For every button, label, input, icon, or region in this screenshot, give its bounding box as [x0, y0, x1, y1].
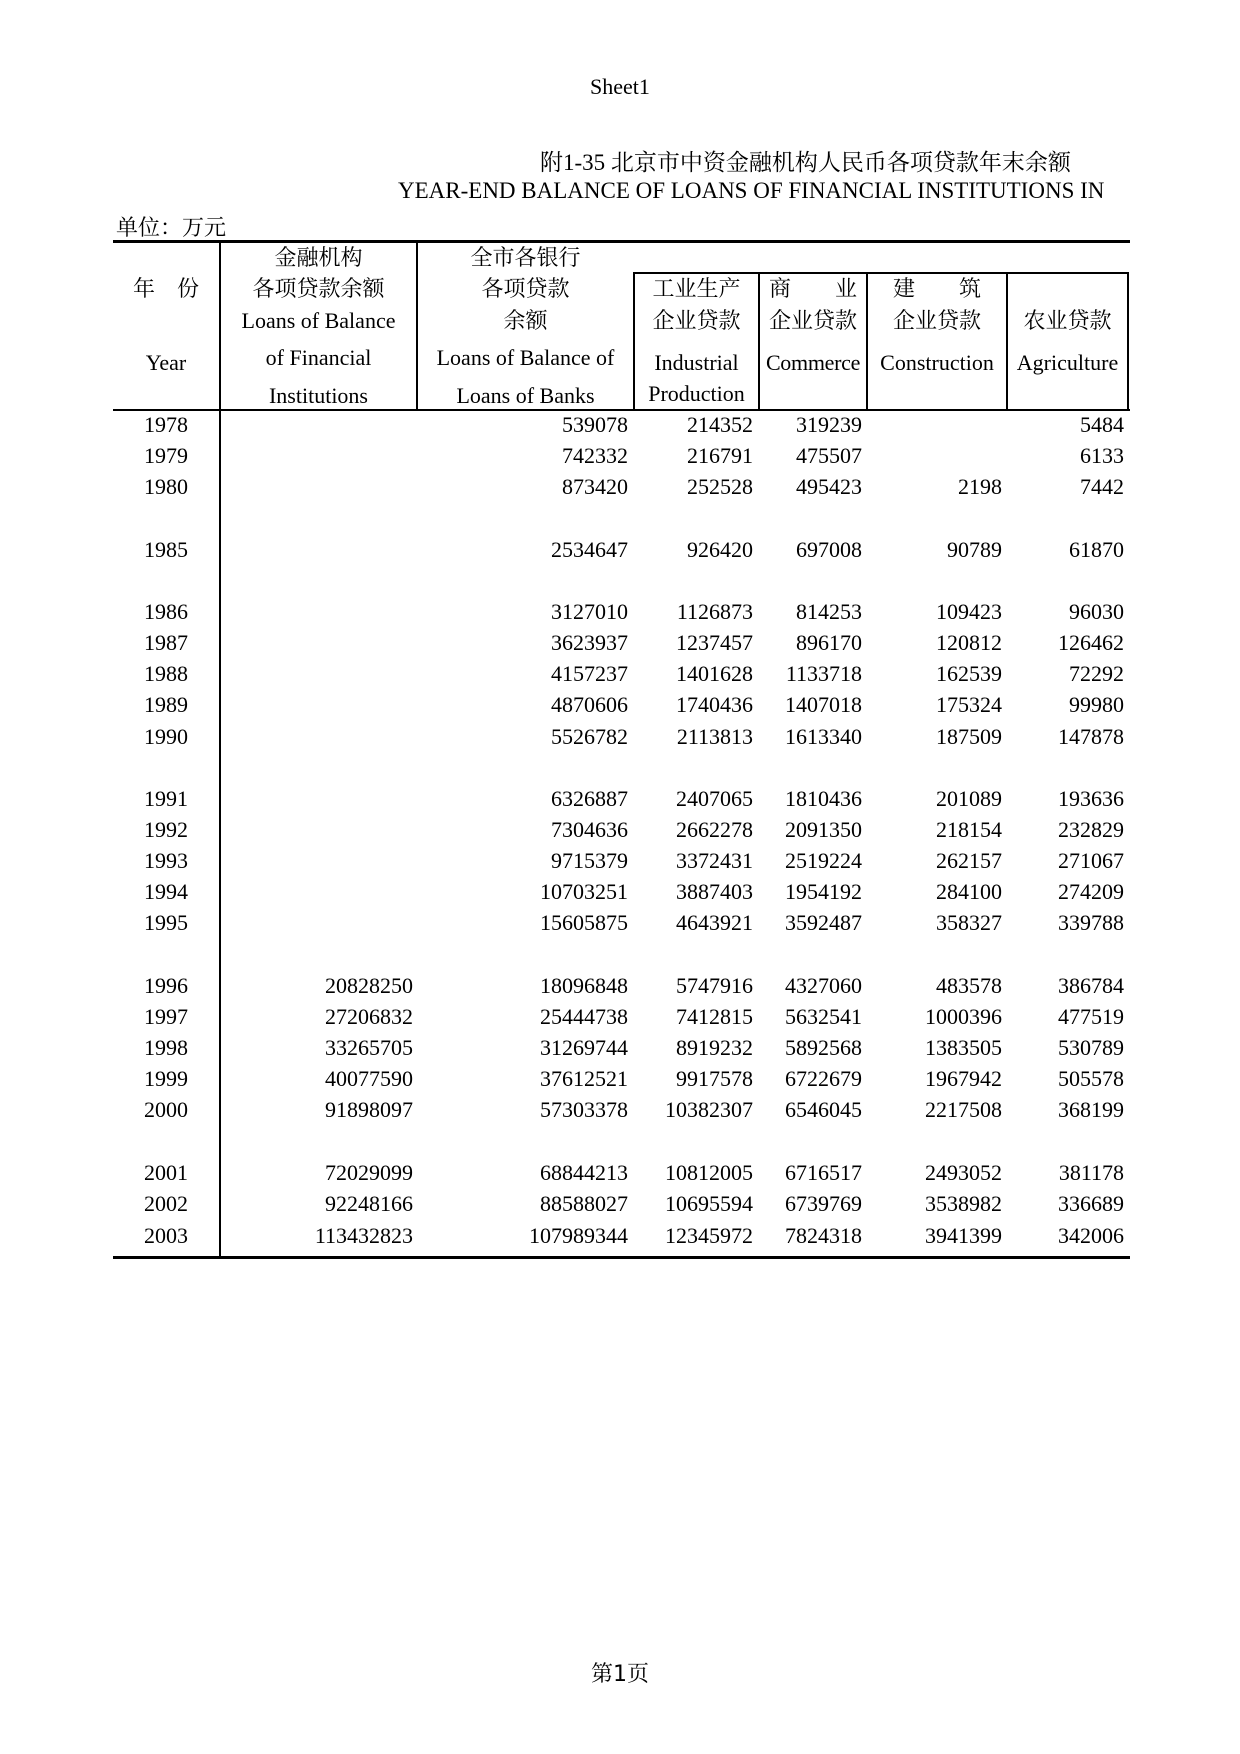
ind-cell: 5747916 — [676, 973, 753, 998]
bank-cell: 68844213 — [540, 1160, 628, 1185]
bank-cell: 37612521 — [540, 1066, 628, 1091]
bank-cell: 9715379 — [551, 848, 628, 873]
agr-cell: 530789 — [1058, 1035, 1124, 1060]
year-cell: 1980 — [144, 474, 188, 499]
com-cell: 6739769 — [785, 1191, 862, 1216]
bank-cell: 3127010 — [551, 599, 628, 624]
con-cell: 1000396 — [925, 1004, 1002, 1029]
con-cell: 187509 — [936, 724, 1002, 749]
year-cell: 1985 — [144, 537, 188, 562]
con-cell: 201089 — [936, 786, 1002, 811]
con-cell: 162539 — [936, 661, 1002, 686]
top-rule — [113, 240, 1130, 243]
year-cell: 1990 — [144, 724, 188, 749]
bank-cell: 18096848 — [540, 973, 628, 998]
ind-cell: 2113813 — [676, 724, 753, 749]
agr-cell: 271067 — [1058, 848, 1124, 873]
bank-cell: 107989344 — [529, 1223, 628, 1248]
header-bottom-rule — [113, 409, 1130, 411]
header-fin-en-1: Loans of Balance — [241, 308, 396, 333]
ind-cell: 10382307 — [665, 1097, 753, 1122]
year-cell: 1991 — [144, 786, 188, 811]
con-cell: 2198 — [958, 474, 1002, 499]
year-cell: 1999 — [144, 1066, 188, 1091]
header-ind-cn-1: 工业生产 — [652, 276, 741, 301]
com-cell: 7824318 — [785, 1223, 862, 1248]
ind-cell: 2407065 — [676, 786, 753, 811]
con-cell: 284100 — [936, 879, 1002, 904]
ind-cell: 3372431 — [676, 848, 753, 873]
page-number: 第1页 — [591, 1662, 649, 1687]
bank-cell: 88588027 — [540, 1191, 628, 1216]
bank-cell: 6326887 — [551, 786, 628, 811]
ind-cell: 9917578 — [676, 1066, 753, 1091]
com-cell: 6546045 — [785, 1097, 862, 1122]
bank-cell: 5526782 — [551, 724, 628, 749]
agr-cell: 477519 — [1058, 1004, 1124, 1029]
fin-cell: 91898097 — [325, 1097, 413, 1122]
agr-cell: 274209 — [1058, 879, 1124, 904]
bank-cell: 2534647 — [551, 537, 628, 562]
year-cell: 1992 — [144, 817, 188, 842]
ind-cell: 3887403 — [676, 879, 753, 904]
bank-cell: 3623937 — [551, 630, 628, 655]
com-cell: 896170 — [796, 630, 862, 655]
fin-cell: 92248166 — [325, 1191, 413, 1216]
subgroup-divider-4 — [1006, 272, 1008, 410]
ind-cell: 4643921 — [676, 910, 753, 935]
unit-label: 单位：万元 — [116, 215, 227, 240]
agr-cell: 61870 — [1069, 537, 1124, 562]
header-fin-cn-2: 各项贷款余额 — [252, 276, 385, 301]
agr-cell: 381178 — [1058, 1160, 1124, 1185]
agr-cell: 96030 — [1069, 599, 1124, 624]
ind-cell: 1237457 — [676, 630, 753, 655]
header-fin-en-2: of Financial — [265, 345, 372, 370]
bank-cell: 4870606 — [551, 692, 628, 717]
agr-cell: 336689 — [1058, 1191, 1124, 1216]
header-com-cn-1: 商 业 — [768, 276, 857, 301]
ind-cell: 10695594 — [665, 1191, 753, 1216]
fin-cell: 113432823 — [314, 1223, 413, 1248]
agr-cell: 368199 — [1058, 1097, 1124, 1122]
con-cell: 262157 — [936, 848, 1002, 873]
header-ind-en-1: Industrial — [654, 350, 739, 375]
header-com-cn-2: 企业贷款 — [768, 308, 857, 333]
year-cell: 1998 — [144, 1035, 188, 1060]
year-cell: 1993 — [144, 848, 188, 873]
con-cell: 120812 — [936, 630, 1002, 655]
year-cell: 2003 — [144, 1223, 188, 1248]
header-agr-en: Agriculture — [1016, 350, 1119, 375]
header-bank-cn-2: 各项贷款 — [481, 276, 570, 301]
year-cell: 2000 — [144, 1097, 188, 1122]
year-cell: 1989 — [144, 692, 188, 717]
header-com-en: Commerce — [765, 350, 861, 375]
year-cell: 1979 — [144, 443, 188, 468]
ind-cell: 8919232 — [676, 1035, 753, 1060]
bank-cell: 25444738 — [540, 1004, 628, 1029]
com-cell: 1133718 — [785, 661, 862, 686]
ind-cell: 2662278 — [676, 817, 753, 842]
agr-cell: 342006 — [1058, 1223, 1124, 1248]
table-title-en: YEAR-END BALANCE OF LOANS OF FINANCIAL INSTITUTIONS IN — [398, 178, 1105, 203]
com-cell: 2091350 — [785, 817, 862, 842]
ind-cell: 1401628 — [676, 661, 753, 686]
ind-cell: 926420 — [687, 537, 753, 562]
header-ind-cn-2: 企业贷款 — [652, 308, 741, 333]
header-year-cn: 年 份 — [132, 276, 199, 301]
con-cell: 3538982 — [925, 1191, 1002, 1216]
agr-cell: 147878 — [1058, 724, 1124, 749]
com-cell: 2519224 — [785, 848, 862, 873]
bank-cell: 4157237 — [551, 661, 628, 686]
header-con-cn-2: 企业贷款 — [892, 308, 981, 333]
ind-cell: 12345972 — [665, 1223, 753, 1248]
agr-cell: 7442 — [1080, 474, 1124, 499]
agr-cell: 72292 — [1069, 661, 1124, 686]
agr-cell: 5484 — [1080, 412, 1124, 437]
con-cell: 358327 — [936, 910, 1002, 935]
year-cell: 1995 — [144, 910, 188, 935]
year-cell: 1997 — [144, 1004, 188, 1029]
com-cell: 1613340 — [785, 724, 862, 749]
fin-cell: 20828250 — [325, 973, 413, 998]
com-cell: 5632541 — [785, 1004, 862, 1029]
bank-cell: 15605875 — [540, 910, 628, 935]
com-cell: 319239 — [796, 412, 862, 437]
ind-cell: 252528 — [687, 474, 753, 499]
header-ind-en-2: Production — [648, 381, 745, 406]
year-cell: 1988 — [144, 661, 188, 686]
sheet-name: Sheet1 — [590, 74, 650, 99]
con-cell: 3941399 — [925, 1223, 1002, 1248]
ind-cell: 7412815 — [676, 1004, 753, 1029]
agr-cell: 6133 — [1080, 443, 1124, 468]
com-cell: 4327060 — [785, 973, 862, 998]
agr-cell: 193636 — [1058, 786, 1124, 811]
com-cell: 6722679 — [785, 1066, 862, 1091]
com-cell: 697008 — [796, 537, 862, 562]
header-fin-en-3: Institutions — [268, 383, 368, 408]
con-cell: 1967942 — [925, 1066, 1002, 1091]
header-bank-cn-1: 全市各银行 — [470, 245, 581, 270]
com-cell: 1407018 — [785, 692, 862, 717]
bank-cell: 57303378 — [540, 1097, 628, 1122]
header-agr-cn: 农业贷款 — [1023, 308, 1112, 333]
con-cell: 218154 — [936, 817, 1002, 842]
subgroup-top-rule — [633, 272, 1129, 274]
header-con-cn-1: 建 筑 — [892, 276, 981, 301]
ind-cell: 1126873 — [676, 599, 753, 624]
com-cell: 5892568 — [785, 1035, 862, 1060]
year-cell: 1996 — [144, 973, 188, 998]
header-bank-en-2: Loans of Banks — [456, 383, 595, 408]
agr-cell: 339788 — [1058, 910, 1124, 935]
com-cell: 1954192 — [785, 879, 862, 904]
bank-cell: 873420 — [562, 474, 628, 499]
bank-cell: 31269744 — [540, 1035, 628, 1060]
com-cell: 3592487 — [785, 910, 862, 935]
subgroup-right-edge — [1127, 272, 1129, 410]
ind-cell: 214352 — [687, 412, 753, 437]
year-cell: 1987 — [144, 630, 188, 655]
header-fin-cn-1: 金融机构 — [274, 245, 363, 270]
com-cell: 495423 — [796, 474, 862, 499]
agr-cell: 505578 — [1058, 1066, 1124, 1091]
con-cell: 90789 — [947, 537, 1002, 562]
con-cell: 109423 — [936, 599, 1002, 624]
agr-cell: 126462 — [1058, 630, 1124, 655]
con-cell: 1383505 — [925, 1035, 1002, 1060]
agr-cell: 232829 — [1058, 817, 1124, 842]
bank-cell: 7304636 — [551, 817, 628, 842]
table-title-cn: 附1-35 北京市中资金融机构人民币各项贷款年末余额 — [540, 150, 1071, 175]
header-bank-en-1: Loans of Balance of — [436, 345, 615, 370]
con-cell: 483578 — [936, 973, 1002, 998]
year-cell: 1986 — [144, 599, 188, 624]
year-cell: 1994 — [144, 879, 188, 904]
con-cell: 175324 — [936, 692, 1002, 717]
ind-cell: 216791 — [687, 443, 753, 468]
bank-cell: 742332 — [562, 443, 628, 468]
fin-cell: 27206832 — [325, 1004, 413, 1029]
bank-cell: 539078 — [562, 412, 628, 437]
con-cell: 2493052 — [925, 1160, 1002, 1185]
com-cell: 1810436 — [785, 786, 862, 811]
com-cell: 475507 — [796, 443, 862, 468]
header-bank-cn-3: 余额 — [503, 308, 548, 333]
com-cell: 814253 — [796, 599, 862, 624]
year-cell: 1978 — [144, 412, 188, 437]
year-cell: 2002 — [144, 1191, 188, 1216]
header-con-en: Construction — [880, 350, 994, 375]
con-cell: 2217508 — [925, 1097, 1002, 1122]
header-year-en: Year — [145, 350, 187, 375]
fin-cell: 33265705 — [325, 1035, 413, 1060]
ind-cell: 1740436 — [676, 692, 753, 717]
bank-cell: 10703251 — [540, 879, 628, 904]
fin-cell: 72029099 — [325, 1160, 413, 1185]
com-cell: 6716517 — [785, 1160, 862, 1185]
ind-cell: 10812005 — [665, 1160, 753, 1185]
bottom-rule — [113, 1256, 1130, 1259]
year-cell: 2001 — [144, 1160, 188, 1185]
fin-cell: 40077590 — [325, 1066, 413, 1091]
agr-cell: 99980 — [1069, 692, 1124, 717]
agr-cell: 386784 — [1058, 973, 1124, 998]
